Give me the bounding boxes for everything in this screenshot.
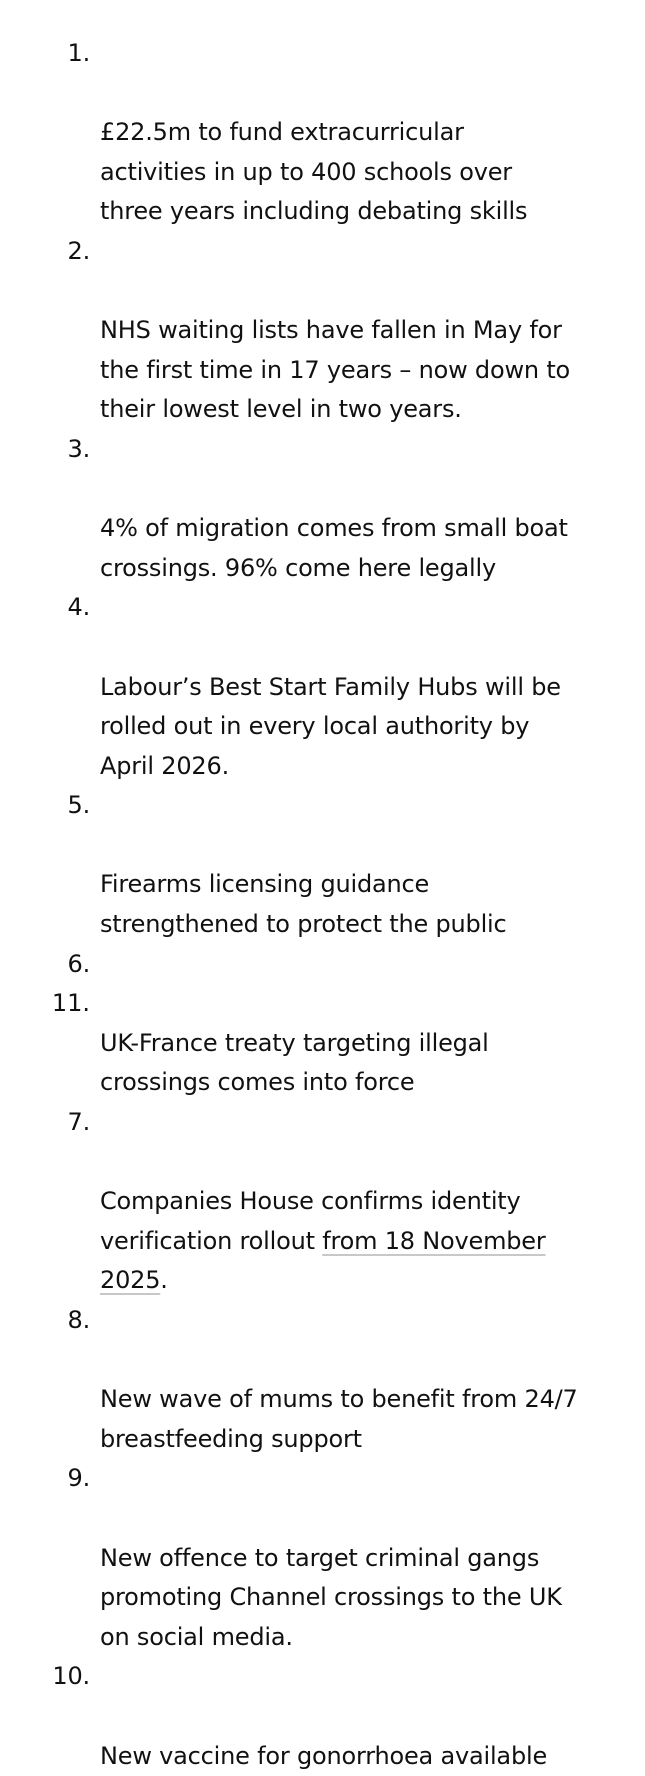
list-item	[0, 1657, 645, 1776]
news-list	[0, 34, 645, 1776]
list-item-number: 8.	[67, 1306, 90, 1334]
cut-off-list-item	[0, 984, 645, 1024]
list-item-text: New wave of mums to benefit from 24/7 breastfeeding support	[100, 1385, 578, 1453]
list-item	[0, 430, 645, 588]
list-item-number: 4.	[67, 593, 90, 622]
list-item	[0, 1459, 645, 1657]
list-item-number: 6.	[67, 949, 90, 978]
list-item-text: Firearms licensing guidance strengthened to protect the public	[100, 870, 507, 939]
list-item-text-end: .	[160, 1266, 168, 1295]
list-item-text: New vaccine for gonorrhoea available	[100, 1741, 548, 1770]
list-item-text: Companies House confirms identity verification rollout	[100, 1187, 521, 1255]
list-item	[0, 1103, 645, 1301]
list-item-number: 3.	[67, 434, 90, 463]
list-item	[0, 1301, 645, 1459]
list-item	[0, 786, 645, 944]
list-item	[0, 588, 645, 786]
list-item-number: 11.	[51, 989, 90, 1017]
list-item-text: Labour’s Best Start Family Hubs will be rolled out in every local authority by April 2026.	[100, 672, 561, 780]
list-item-text: UK-France treaty targeting illegal crossings comes into force	[100, 1028, 489, 1097]
list-item-number: 9.	[67, 1464, 90, 1493]
list-item	[0, 232, 645, 430]
list-item-text: New offence to target criminal gangs promoting Channel crossings to the UK on social media.	[100, 1543, 562, 1651]
list-item	[0, 34, 645, 232]
date-link[interactable]: from 18 November 2025	[100, 1226, 546, 1295]
list-item-number: 5.	[67, 791, 90, 820]
list-item-text: £22.5m to fund extracurricular activities in up to 400 schools over three years including debating skills	[100, 118, 528, 226]
list-item-text: NHS waiting lists have fallen in May for the first time in 17 years – now down to their lowest level in two years.	[100, 316, 571, 424]
list-item-number: 1.	[67, 39, 90, 67]
list-item-number: 10.	[52, 1662, 90, 1691]
list-item-text: 4% of migration comes from small boat crossings. 96% come here legally	[100, 514, 568, 582]
list-item-number: 2.	[67, 236, 90, 265]
list-item-number: 7.	[67, 1108, 90, 1137]
